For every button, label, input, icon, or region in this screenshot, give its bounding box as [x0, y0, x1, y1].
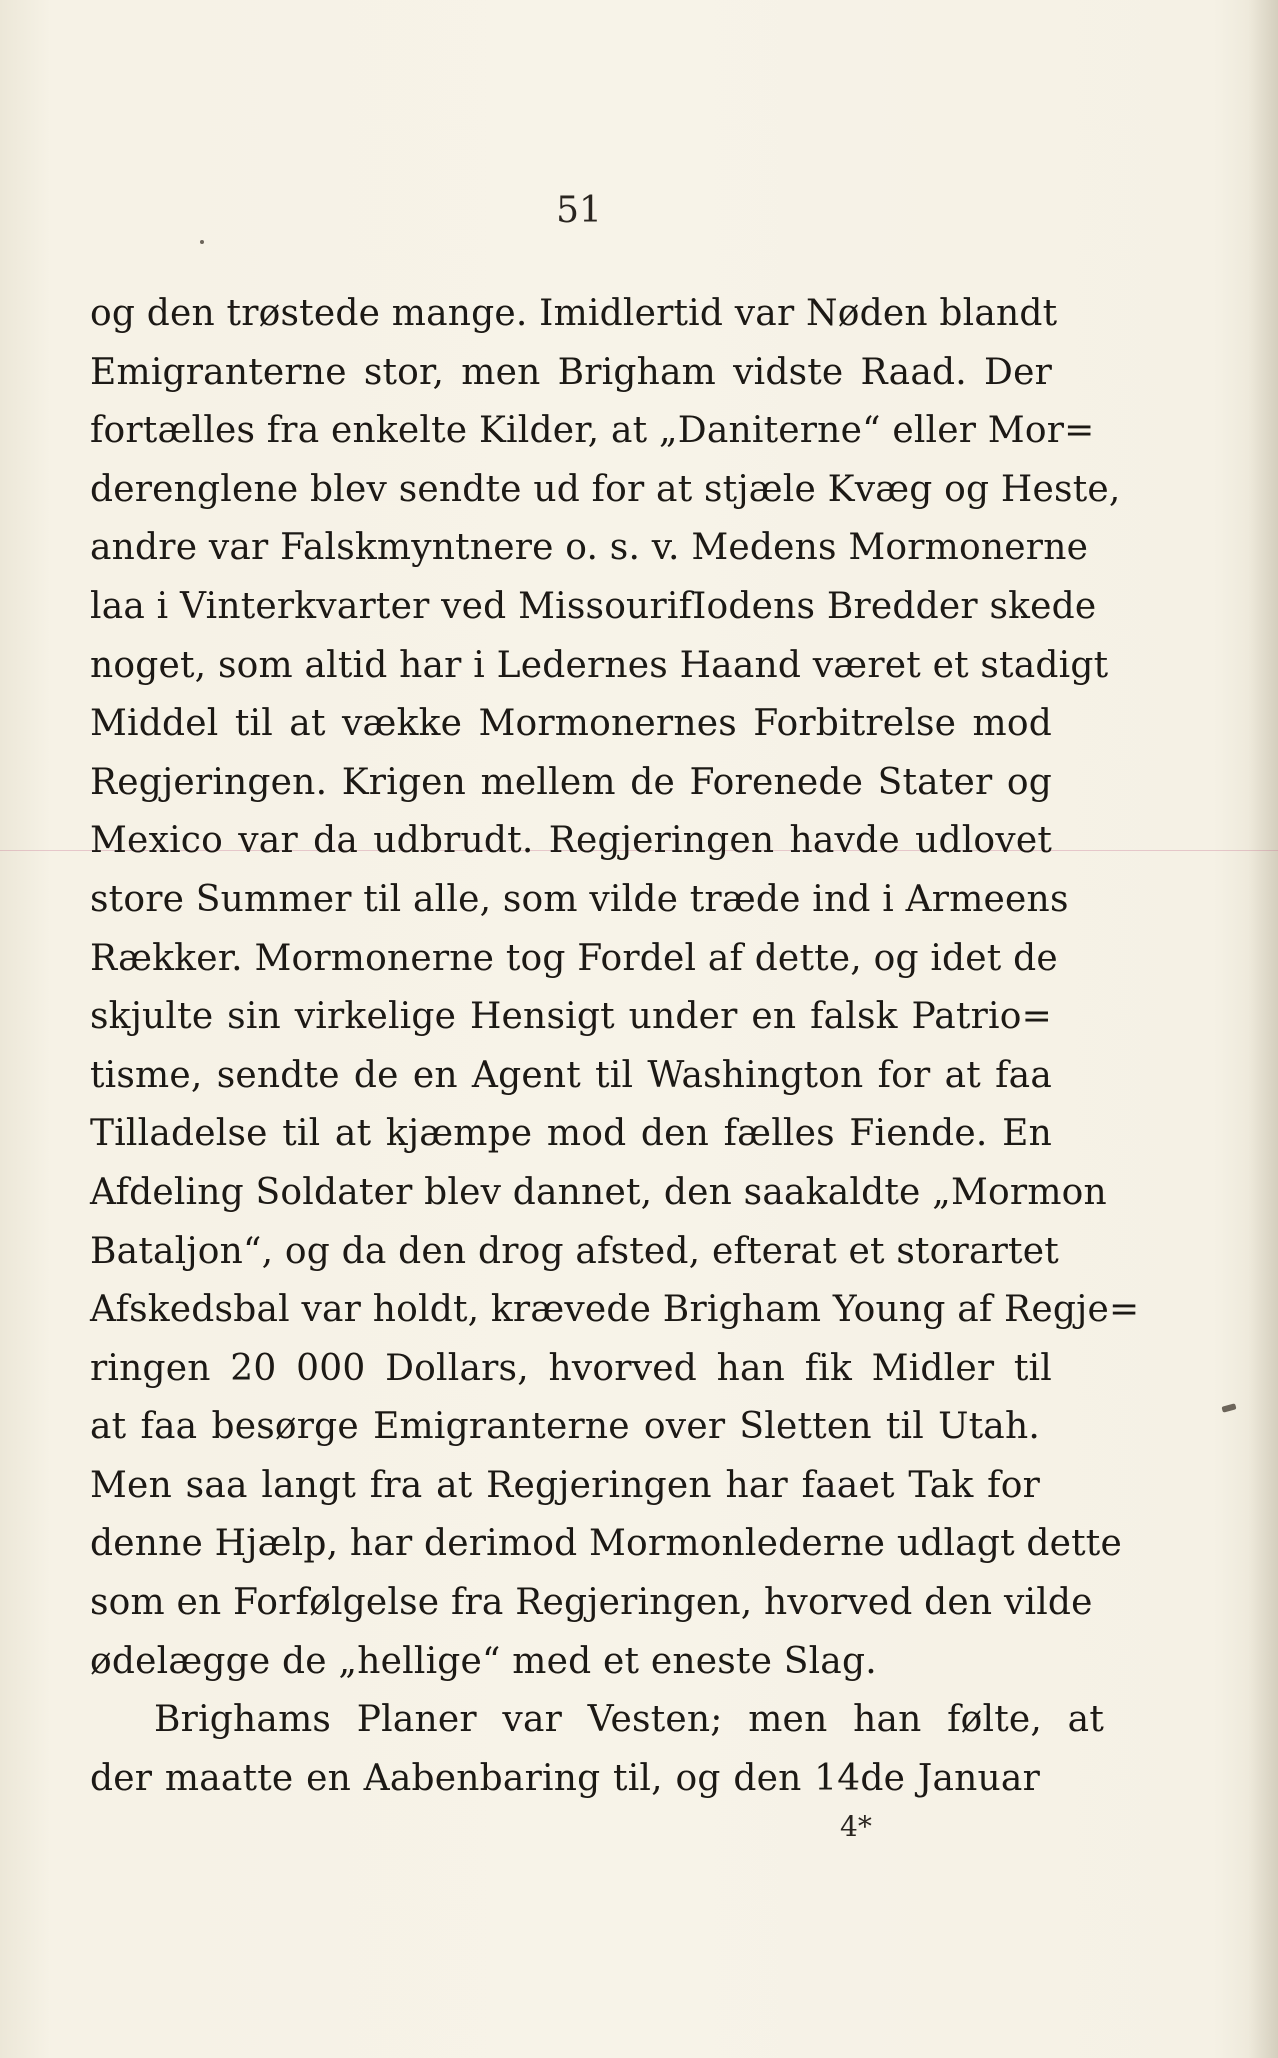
text-line: at faa besørge Emigranterne over Sletten til Utah. [90, 1406, 1040, 1448]
margin-dot [200, 240, 204, 244]
page-number: 51 [556, 190, 602, 231]
text-line: Regjeringen. Krigen mellem de Forenede Stater og [90, 761, 1052, 803]
text-line: store Summer til alle, som vilde træde ind i Armeens [90, 878, 1069, 920]
text-line: skjulte sin virkelige Hensigt under en falsk Patrio= [90, 996, 1052, 1038]
margin-mark [1221, 1403, 1236, 1412]
text-line: der maatte en Aabenbaring til, og den 14de Januar [90, 1757, 1040, 1799]
text-line: denne Hjælp, har derimod Mormonlederne udlagt dette [90, 1523, 1122, 1565]
text-line: Bataljon“, og da den drog afsted, efterat et storartet [90, 1230, 1059, 1272]
text-line: Tilladelse til at kjæmpe mod den fælles Fiende. En [90, 1113, 1052, 1155]
text-line: som en Forfølgelse fra Regjeringen, hvorved den vilde [90, 1582, 1093, 1624]
paragraph-end-line: ødelægge de „hellige“ med et eneste Slag. [90, 1640, 877, 1682]
text-line: laa i Vinterkvarter ved MissourifIodens Bredder skede [90, 585, 1097, 627]
text-line: Afskedsbal var holdt, krævede Brigham Young af Regje= [90, 1289, 1140, 1331]
text-line: Rækker. Mormonerne tog Fordel af dette, og idet de [90, 937, 1058, 979]
text-line: derenglene blev sendte ud for at stjæle Kvæg og Heste, [90, 468, 1121, 510]
page-edge-shadow [1248, 0, 1278, 2058]
text-line: ringen 20 000 Dollars, hvorved han fik Midler til [90, 1347, 1052, 1389]
text-line: Middel til at vække Mormonernes Forbitrelse mod [90, 703, 1052, 745]
text-line: Emigranterne stor, men Brigham vidste Raad. Der [90, 351, 1052, 393]
text-line: andre var Falskmyntnere o. s. v. Medens Mormonerne [90, 527, 1089, 569]
text-line: Mexico var da udbrudt. Regjeringen havde udlovet [90, 820, 1052, 862]
text-line: fortælles fra enkelte Kilder, at „Daniterne“ eller Mor= [90, 410, 1095, 452]
text-line: noget, som altid har i Ledernes Haand været et stadigt [90, 644, 1109, 686]
text-line: og den trøstede mange. Imidlertid var Nøden blandt [90, 293, 1058, 334]
signature-mark: 4* [840, 1810, 872, 1843]
text-line: tisme, sendte de en Agent til Washington for at faa [90, 1054, 1052, 1096]
paragraph-start-line: Brighams Planer var Vesten; men han følte, at [154, 1699, 1104, 1741]
body-text [90, 285, 1140, 1808]
text-line: Afdeling Soldater blev dannet, den saakaldte „Mormon [90, 1171, 1107, 1213]
text-line: Men saa langt fra at Regjeringen har faaet Tak for [90, 1464, 1040, 1506]
